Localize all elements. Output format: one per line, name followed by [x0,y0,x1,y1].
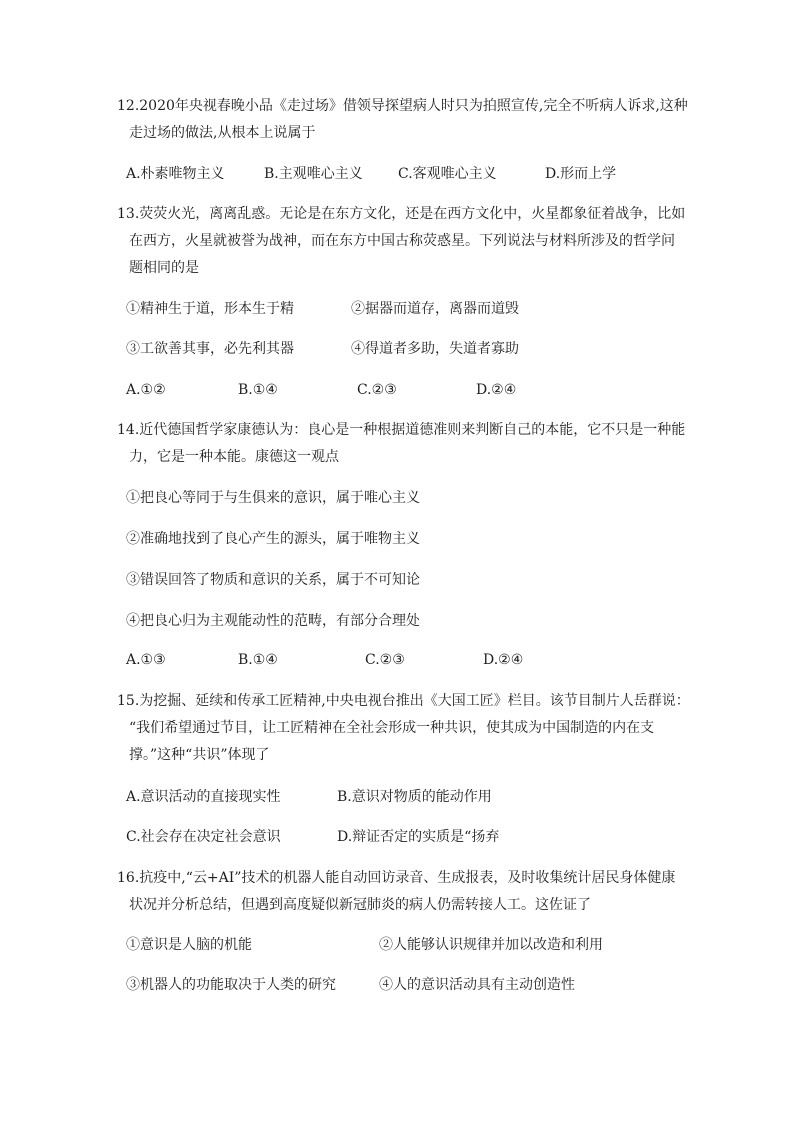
question-13-option-c[interactable]: C.②③ [357,382,397,398]
question-15-stem-line-3: 撑。”这种“共识”体现了 [129,747,270,763]
question-15-option-a[interactable]: A.意识活动的直接现实性 [126,789,281,805]
question-16-statement-1: ①意识是人脑的机能 [126,937,252,953]
question-16-statement-2: ②人能够认识规律并加以改造和利用 [379,937,603,953]
question-15-option-c[interactable]: C.社会存在决定社会意识 [126,829,281,845]
question-13-statement-1: ①精神生于道，形本生于精 [126,301,294,317]
question-13-stem-line-3: 题相同的是 [129,260,199,276]
question-13-stem-line-1: 13.荧荧火光，离离乱惑。无论是在东方文化，还是在西方文化中，火星都象征着战争，比如 [117,206,686,222]
question-13-statement-2: ②据器而道存，离器而道毁 [351,301,519,317]
question-12-option-b[interactable]: B.主观唯心主义 [264,166,363,182]
question-16-statement-3: ③机器人的功能取决于人类的研究 [126,977,336,993]
question-14-option-b[interactable]: B.①④ [238,652,278,668]
question-13-option-d[interactable]: D.②④ [476,382,517,398]
question-13-statement-4: ④得道者多助，失道者寡助 [351,341,519,357]
question-14-statement-3: ③错误回答了物质和意识的关系，属于不可知论 [126,572,420,588]
question-15-option-d[interactable]: D.辩证否定的实质是“扬弃 [337,829,500,845]
question-14-statement-1: ①把良心等同于与生俱来的意识，属于唯心主义 [126,490,420,506]
question-15-stem-line-2: “我们希望通过节目，让工匠精神在全社会形成一种共识，使其成为中国制造的内在支 [129,720,655,736]
question-14-statement-2: ②准确地找到了良心产生的源头，属于唯物主义 [126,531,420,547]
question-15-option-b[interactable]: B.意识对物质的能动作用 [337,789,492,805]
question-12-option-a[interactable]: A.朴素唯物主义 [126,166,225,182]
question-12-stem-line-1: 12.2020年央视春晚小品《走过场》借领导探望病人时只为拍照宣传,完全不听病人诉求,这种 [117,98,688,114]
question-12-option-d[interactable]: D.形而上学 [545,166,617,182]
question-12-option-c[interactable]: C.客观唯心主义 [398,166,497,182]
question-12-stem-line-2: 走过场的做法,从根本上说属于 [129,125,316,141]
question-16-stem-line-1: 16.抗疫中,“云+AI”技术的机器人能自动回访录音、生成报表，及时收集统计居民身体健康 [117,870,676,886]
question-14-option-a[interactable]: A.①③ [126,652,166,668]
question-15-stem-line-1: 15.为挖掘、延续和传承工匠精神,中央电视台推出《大国工匠》栏目。该节目制片人岳群说： [117,693,690,709]
question-13-option-b[interactable]: B.①④ [238,382,278,398]
question-13-option-a[interactable]: A.①② [126,382,166,398]
question-14-option-c[interactable]: C.②③ [365,652,405,668]
question-14-stem-line-1: 14.近代德国哲学家康德认为：良心是一种根据道德准则来判断自己的本能，它不只是一种能 [117,422,686,438]
question-14-option-d[interactable]: D.②④ [483,652,524,668]
question-16-statement-4: ④人的意识活动具有主动创造性 [379,977,575,993]
question-16-stem-line-2: 状况并分析总结，但遇到高度疑似新冠肺炎的病人仍需转接人工。这佐证了 [129,897,591,913]
question-14-statement-4: ④把良心归为主观能动性的范畴，有部分合理处 [126,613,420,629]
question-13-statement-3: ③工欲善其事，必先利其器 [126,341,294,357]
question-13-stem-line-2: 在西方，火星就被誉为战神，而在东方中国古称荧惑星。下列说法与材料所涉及的哲学问 [129,233,675,249]
question-14-stem-line-2: 力，它是一种本能。康德这一观点 [129,449,339,465]
